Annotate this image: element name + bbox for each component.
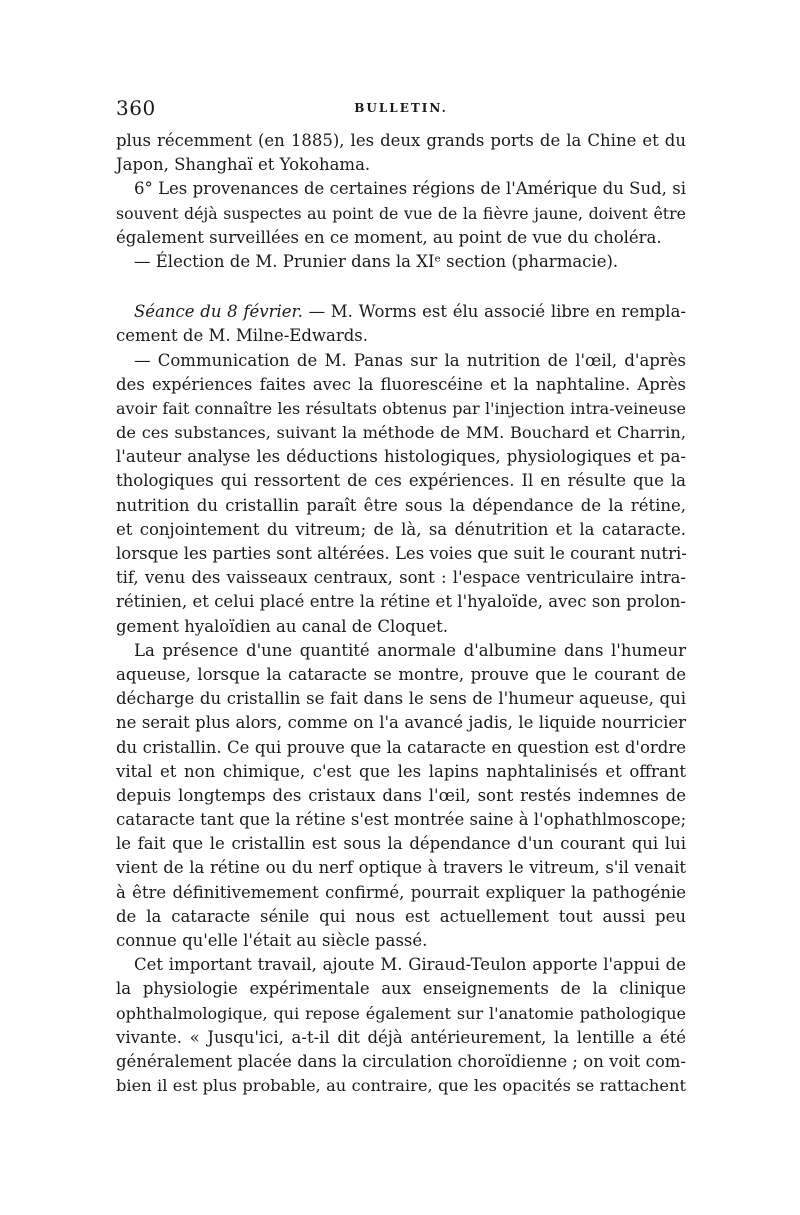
page-header [116, 96, 686, 124]
paragraph-giraud-teulon [116, 953, 686, 1098]
text-line: connue qu'elle l'était au siècle passé. [116, 931, 428, 950]
text-line: cement de M. Milne-Edwards. [116, 326, 369, 346]
text-line [116, 300, 686, 324]
text-line: bien il est plus probable, au contraire, que les opacités se rattachent [116, 1076, 686, 1096]
text-line: avoir fait connaître les résultats obtenus par l'injection intra-veineuse [116, 398, 686, 418]
text-line: cataracte tant que la rétine s'est montrée saine à l'ophathlmoscope; [116, 810, 687, 830]
text-line: vient de la rétine ou du nerf optique à travers le vitreum, s'il venait [116, 858, 686, 878]
page-body [116, 129, 686, 1098]
text-line: tif, venu des vaisseaux centraux, sont : l'espace ventriculaire intra- [116, 568, 686, 588]
text-line: à être définitivemement confirmé, pourrait expliquer la pathogénie [116, 882, 686, 902]
text-line: thologiques qui ressortent de ces expériences. Il en résulte que la [116, 471, 686, 491]
text-line: et conjointement du vitreum; de là, sa dénutrition et la cataracte. [116, 519, 686, 539]
paragraph-seance [116, 300, 686, 348]
text-line: l'auteur analyse les déductions histologiques, physiologiques et pa- [116, 447, 686, 467]
text-line: vital et non chimique, c'est que les lapins naphtalinisés et offrant [116, 761, 686, 781]
text-line: nutrition du cristallin paraît être sous la dépendance de la rétine, [116, 495, 686, 515]
page-number: 360 [116, 96, 156, 120]
text-line: depuis longtemps des cristaux dans l'œil, sont restés indemnes de [116, 785, 686, 805]
paragraph-albumine [116, 639, 686, 953]
paragraph-election [116, 250, 686, 274]
text-line: des expériences faites avec la fluorescéine et la naphtaline. Après [116, 374, 686, 394]
text-line: 6° Les provenances de certaines régions de l'Amérique du Sud, si [134, 179, 686, 199]
running-title: BULLETIN. [354, 101, 448, 115]
text-line: la physiologie expérimentale aux enseignements de la clinique [116, 979, 686, 999]
text-line: décharge du cristallin se fait dans le sens de l'humeur aqueuse, qui [116, 689, 686, 709]
text-line: généralement placée dans la circulation choroïdienne ; on voit com- [116, 1051, 686, 1071]
text-line: également surveillées en ce moment, au point de vue du choléra. [116, 227, 662, 247]
text-line: de la cataracte sénile qui nous est actuellement tout aussi peu [116, 906, 686, 926]
section-gap [116, 274, 686, 300]
text-line: ophthalmologique, qui repose également sur l'anatomie pathologique [116, 1003, 686, 1023]
text-line: rétinien, et celui placé entre la rétine et l'hyaloïde, avec son prolon- [116, 592, 686, 612]
text-line: gement hyaloïdien au canal de Cloquet. [116, 616, 448, 636]
text-line: souvent déjà suspectes au point de vue de la fièvre jaune, doivent être [116, 203, 686, 223]
text-line: — Communication de M. Panas sur la nutrition de l'œil, d'après [134, 350, 686, 370]
text-line: lorsque les parties sont altérées. Les voies que suit le courant nutri- [116, 544, 687, 563]
text-line: ne serait plus alors, comme on l'a avancé jadis, le liquide nourricier [116, 713, 686, 733]
paragraph-provenances [116, 177, 686, 250]
text-line: Japon, Shanghaï et Yokohama. [116, 155, 371, 175]
text-line: du cristallin. Ce qui prouve que la cataracte en question est d'ordre [116, 737, 686, 757]
text-line: vivante. « Jusqu'ici, a-t-il dit déjà antérieurement, la lentille a été [116, 1027, 686, 1047]
paragraph-communication [116, 349, 686, 639]
paragraph-ports [116, 129, 686, 177]
session-date-label: Séance du 8 février. [134, 302, 303, 322]
session-text: — M. Worms est élu associé libre en rempla- [302, 302, 686, 322]
text-line: La présence d'une quantité anormale d'albumine dans l'humeur [134, 640, 686, 660]
text-line: le fait que le cristallin est sous la dépendance d'un courant qui lui [116, 834, 686, 854]
text-line: plus récemment (en 1885), les deux grands ports de la Chine et du [116, 131, 686, 150]
text-line: Cet important travail, ajoute M. Giraud-Teulon apporte l'appui de [134, 955, 686, 975]
text-line: de ces substances, suivant la méthode de MM. Bouchard et Charrin, [116, 423, 686, 443]
text-line: aqueuse, lorsque la cataracte se montre, prouve que le courant de [116, 664, 686, 684]
text-line: — Élection de M. Prunier dans la XIᵉ section (pharmacie). [134, 251, 619, 271]
